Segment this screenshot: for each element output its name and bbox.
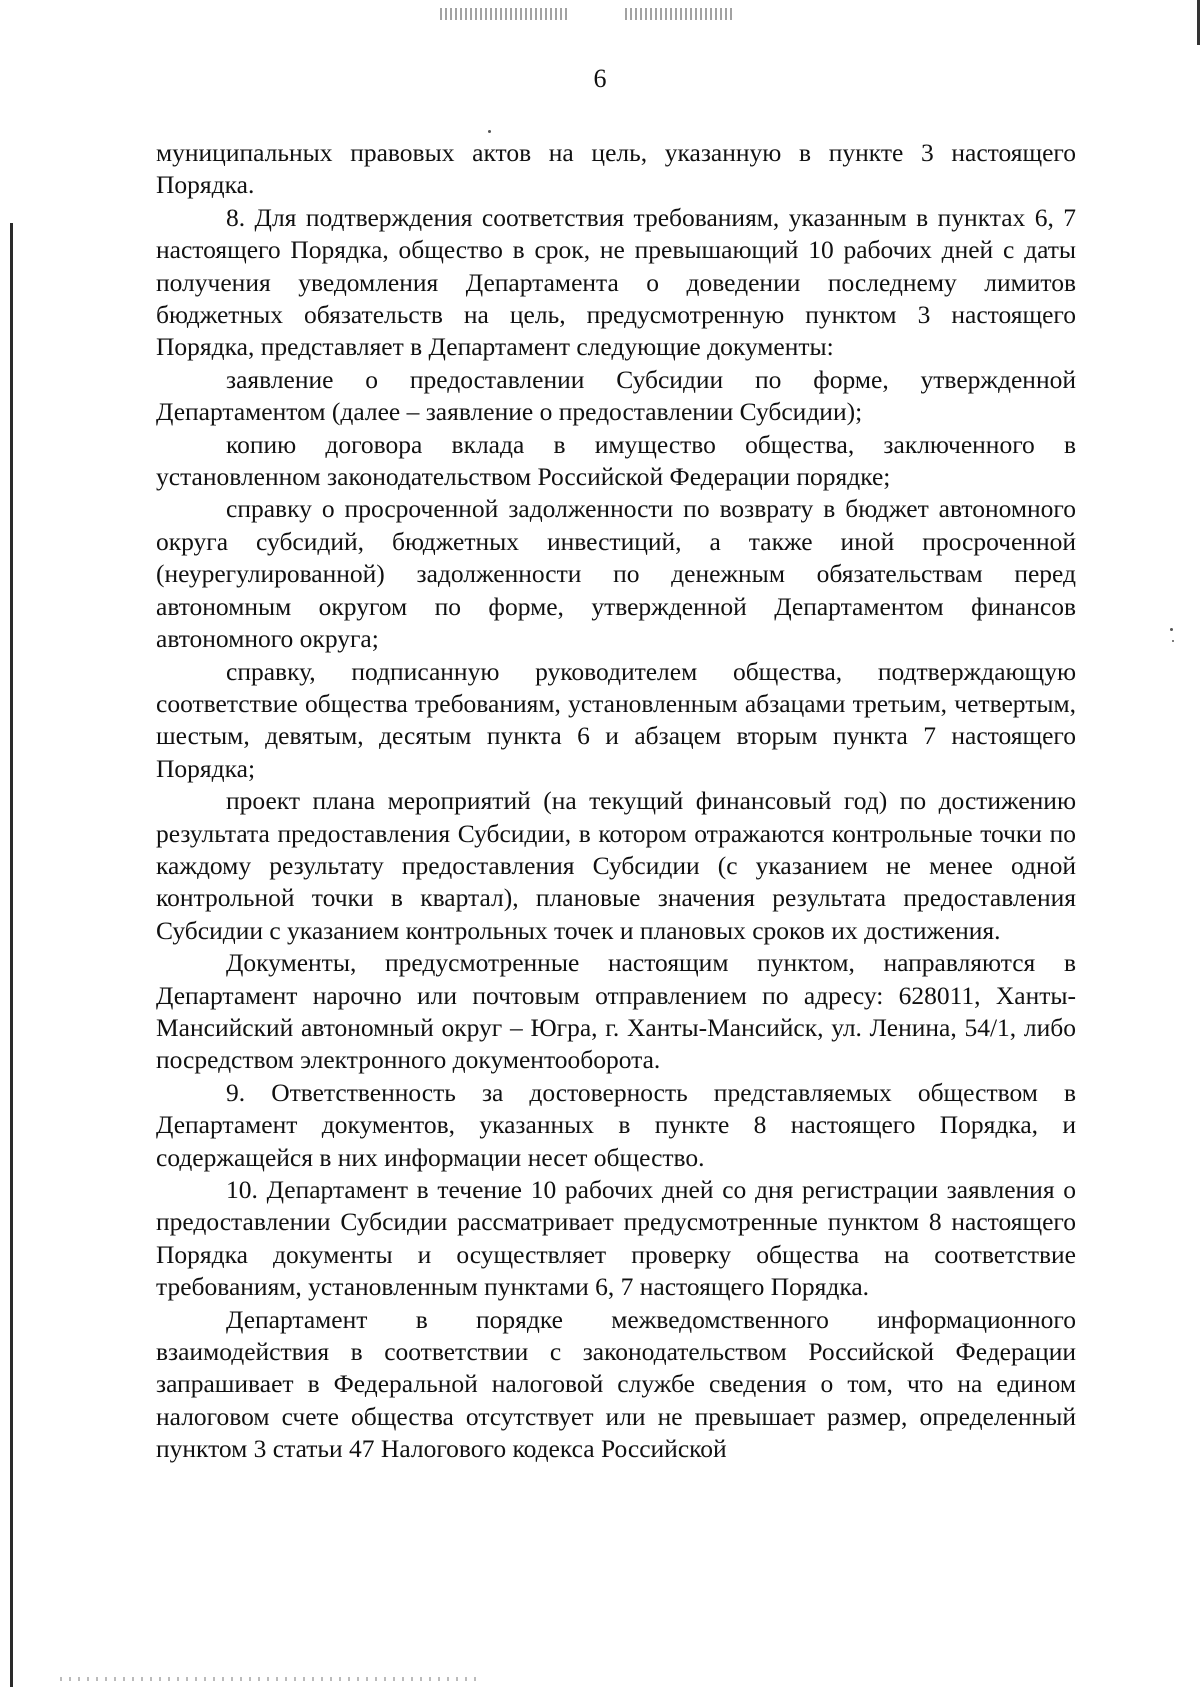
paragraph-signed-certificate: справку, подписанную руководителем общества, подтверждающую соответствие общества требованиям, установленным абзацами третьим, четвертым, шестым, девятым, десятым пункта 6 и абзацем вторым пункта 7 настоящего Порядка; bbox=[156, 656, 1076, 783]
paragraph-item-10: 10. Департамент в течение 10 рабочих дней со дня регистрации заявления о предоставлении Субсидии рассматривает предусмотренные пунктом 8 настоящего Порядка документы и осуществляет проверку общества на соответствие требованиям, установленным пунктами 6, 7 настоящего Порядка. bbox=[156, 1175, 1076, 1302]
scan-artifact-top-left bbox=[440, 8, 570, 20]
paragraph-interagency-request: Департамент в порядке межведомственного информационного взаимодействия в соответствии с законодательством Российской Федерации запрашивает в Федеральной налоговой службе сведения о том, что на едином налоговом счете общества отсутствует или не превышает размер, определенный пунктом 3 статьи 47 Налогового кодекса Российской bbox=[156, 1304, 1076, 1464]
scan-margin-line bbox=[10, 223, 13, 1687]
document-body bbox=[156, 137, 1076, 1466]
paragraph-item-9: 9. Ответственность за достоверность представляемых обществом в Департамент документов, указанных в пункте 8 настоящего Порядка, и содержащейся в них информации несет общество. bbox=[156, 1077, 1076, 1172]
scan-artifact-bottom bbox=[60, 1677, 480, 1681]
paragraph-application: заявление о предоставлении Субсидии по форме, утвержденной Департаментом (далее – заявление о предоставлении Субсидии); bbox=[156, 364, 1076, 427]
paragraph-item-8: 8. Для подтверждения соответствия требованиям, указанным в пунктах 6, 7 настоящего Порядка, общество в срок, не превышающий 10 рабочих дней с даты получения уведомления Департамента о доведении последнему лимитов бюджетных обязательств на цель, предусмотренную пунктом 3 настоящего Порядка, представляет в Департамент следующие документы: bbox=[156, 202, 1076, 362]
scan-speck bbox=[488, 130, 491, 133]
paragraph-continuation: муниципальных правовых актов на цель, указанную в пункте 3 настоящего Порядка. bbox=[156, 138, 1076, 200]
paragraph-debt-certificate: справку о просроченной задолженности по возврату в бюджет автономного округа субсидий, бюджетных инвестиций, а также иной просроченной (неурегулированной) задолженности по денежным обязательствам перед автономным округом по форме, утвержденной Департаментом финансов автономного округа; bbox=[156, 494, 1076, 654]
paragraph-action-plan: проект плана мероприятий (на текущий финансовый год) по достижению результата предоставления Субсидии, в котором отражаются контрольные точки по каждому результату предоставления Субсидии (с указанием не менее одной контрольной точки в квартал), плановые значения результата предоставления Субсидии с указанием контрольных точек и плановых сроков их достижения. bbox=[156, 786, 1076, 945]
scan-speck bbox=[1170, 628, 1173, 631]
paragraph-delivery: Документы, предусмотренные настоящим пунктом, направляются в Департамент нарочно или почтовым отправлением по адресу: 628011, Ханты-Мансийский автономный округ – Югра, г. Ханты-Мансийск, ул. Ленина, 54/1, либо посредством электронного документооборота. bbox=[156, 948, 1076, 1075]
scan-artifact-top-right bbox=[625, 8, 735, 20]
page-number: 6 bbox=[593, 64, 607, 93]
paragraph-contract-copy: копию договора вклада в имущество общества, заключенного в установленном законодательством Российской Федерации порядке; bbox=[156, 429, 1076, 492]
scan-speck bbox=[1172, 640, 1174, 642]
